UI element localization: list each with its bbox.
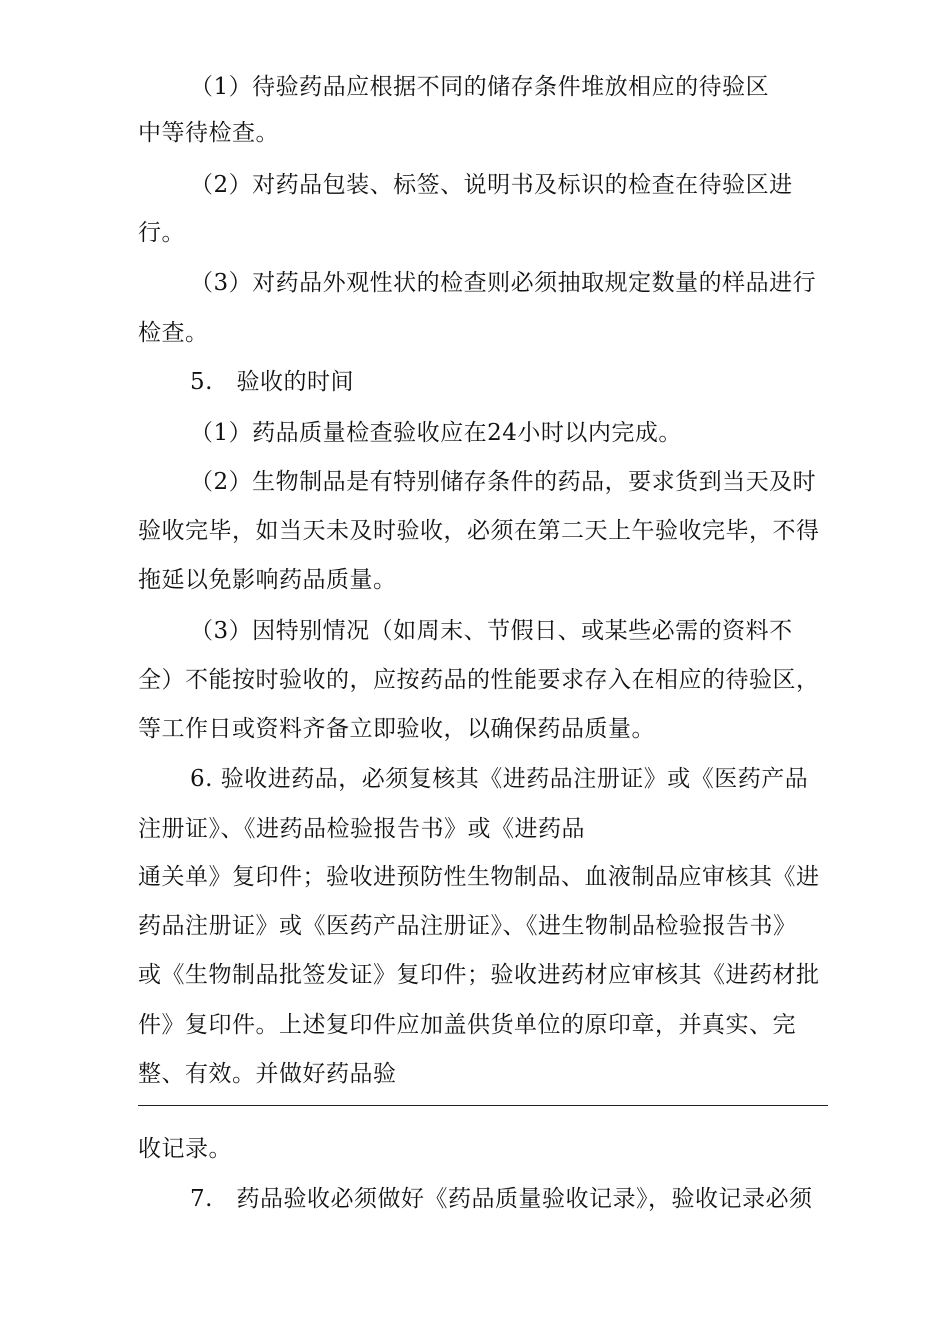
paragraph-line: 拖延以免影响药品质量。 (138, 567, 397, 593)
paragraph-line: 注册证》、《进药品检验报告书》或《进药品 (138, 816, 585, 842)
paragraph-line: 通关单》复印件；验收进预防性生物制品、血液制品应审核其《进 (138, 864, 820, 890)
paragraph-line: 中等待检查。 (138, 120, 279, 146)
paragraph-line: （1）待验药品应根据不同的储存条件堆放相应的待验区 (190, 74, 770, 100)
section-heading: 5. 验收的时间 (190, 369, 354, 395)
paragraph-line: 检查。 (138, 320, 209, 346)
section-heading: 7. 药品验收必须做好《药品质量验收记录》，验收记录必须 (190, 1186, 813, 1212)
paragraph-line: 等工作日或资料齐备立即验收，以确保药品质量。 (138, 716, 655, 742)
paragraph-line: 行。 (138, 220, 185, 246)
paragraph-line: （2）生物制品是有特别储存条件的药品，要求货到当天及时 (190, 469, 817, 495)
paragraph-line: 或《生物制品批签发证》复印件；验收进药材应审核其《进药材批 (138, 962, 820, 988)
section-heading: 6. 验收进药品，必须复核其《进药品注册证》或《医药产品 (190, 766, 809, 792)
paragraph-line: 全）不能按时验收的，应按药品的性能要求存入在相应的待验区， (138, 667, 820, 693)
paragraph-line: 收记录。 (138, 1136, 232, 1162)
paragraph-line: 整、有效。并做好药品验 (138, 1061, 397, 1087)
paragraph-line: （2）对药品包装、标签、说明书及标识的检查在待验区进 (190, 172, 793, 198)
paragraph-line: 件》复印件。上述复印件应加盖供货单位的原印章，并真实、完 (138, 1012, 796, 1038)
paragraph-line: （3）因特别情况（如周末、节假日、或某些必需的资料不 (190, 618, 793, 644)
paragraph-line: 验收完毕，如当天未及时验收，必须在第二天上午验收完毕，不得 (138, 518, 820, 544)
paragraph-line: （3）对药品外观性状的检查则必须抽取规定数量的样品进行 (190, 270, 817, 296)
paragraph-line: 药品注册证》或《医药产品注册证》、《进生物制品检验报告书》 (138, 913, 797, 939)
page-divider (138, 1105, 828, 1106)
paragraph-line: （1）药品质量检查验收应在24小时以内完成。 (190, 420, 682, 446)
